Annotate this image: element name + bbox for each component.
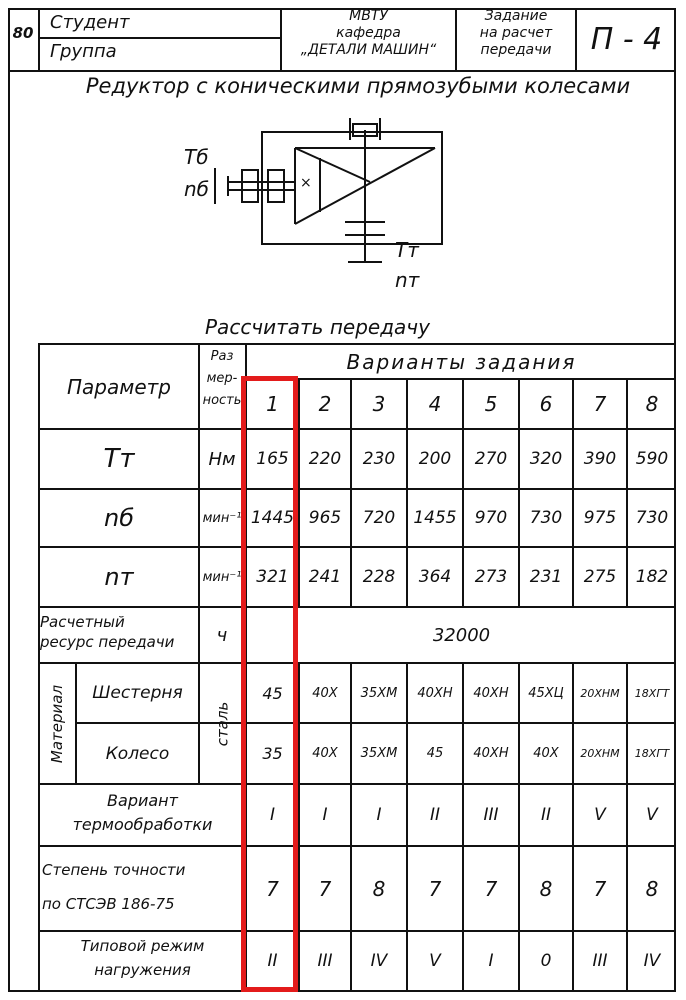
- pinion-value: 45ХЦ: [528, 685, 564, 701]
- variant-number: 4: [428, 392, 442, 416]
- wheel-label: Колесо: [105, 743, 170, 764]
- steel-group-label: [199, 664, 245, 783]
- nt-label: nт: [104, 563, 134, 591]
- nb-value: 1455: [413, 508, 457, 528]
- page-mark: 80: [12, 24, 34, 42]
- resource-label-line-2: ресурс передачи: [40, 633, 175, 651]
- task-line-2: на расчет: [479, 25, 553, 41]
- heat-value: I: [322, 805, 328, 825]
- org-line-3: „ДЕТАЛИ МАШИН“: [300, 42, 437, 58]
- wheel-value: 40Х: [533, 746, 559, 761]
- resource-label: [40, 612, 198, 652]
- heat-value: V: [594, 805, 606, 825]
- material-label: Материал: [48, 684, 67, 763]
- nb-value: 975: [583, 508, 617, 528]
- variant-number: 1: [266, 392, 279, 416]
- tt-value: 230: [362, 449, 396, 469]
- steel-label: сталь: [212, 701, 231, 746]
- accuracy-label-line-1: Степень точности: [42, 861, 186, 879]
- pinion-label: Шестерня: [92, 683, 183, 703]
- pinion-value: 20ХНМ: [580, 686, 620, 700]
- nt-value: 228: [362, 567, 396, 587]
- dim-header-line-2: мер-: [206, 371, 238, 386]
- wheel-value: 35: [262, 744, 283, 763]
- nt-value: 273: [474, 567, 508, 587]
- nb-value: 730: [635, 508, 669, 528]
- heat-value: II: [540, 805, 552, 825]
- accuracy-value: 7: [593, 876, 607, 901]
- nt-value: 275: [583, 567, 617, 587]
- load-value: III: [592, 951, 608, 971]
- dim-header-line-1: Раз: [210, 349, 234, 364]
- variant-number: 5: [484, 392, 498, 416]
- heat-value: I: [269, 805, 275, 825]
- wheel-value: 40ХН: [473, 746, 509, 761]
- load-label-line-1: Типовой режим: [80, 937, 205, 955]
- dim-header-line-3: ность: [202, 393, 242, 408]
- tt-label: Тт: [103, 444, 135, 474]
- pinion-value: 40ХН: [473, 685, 509, 701]
- wheel-value: 35ХМ: [360, 746, 398, 761]
- nb-value: 730: [529, 508, 563, 528]
- load-value: IV: [370, 951, 388, 971]
- load-value: 0: [540, 951, 552, 971]
- nt-value: 321: [256, 567, 289, 587]
- accuracy-value: 7: [318, 876, 332, 901]
- org-block: [282, 8, 455, 59]
- header-row-line: [38, 37, 280, 39]
- variant-number: 6: [539, 392, 553, 416]
- gearbox-diagram: [170, 112, 470, 302]
- variant-number: 8: [645, 392, 659, 416]
- pinion-value: 18ХГТ: [634, 686, 670, 700]
- heat-label-line-1: Вариант: [107, 791, 178, 810]
- variant-number: 7: [593, 392, 607, 416]
- accuracy-value: 7: [484, 876, 498, 901]
- nt-value: 231: [529, 567, 563, 587]
- tt-value: 200: [418, 449, 452, 469]
- wheel-value: 40Х: [312, 746, 338, 761]
- nb-value: 965: [308, 508, 342, 528]
- load-label-line-2: нагружения: [94, 961, 191, 979]
- task-line-1: Задание: [484, 8, 548, 24]
- student-label: Студент: [50, 12, 130, 33]
- load-value: IV: [643, 951, 661, 971]
- load-value: I: [488, 951, 494, 971]
- org-line-2: кафедра: [336, 25, 401, 41]
- resource-label-line-1: Расчетный: [40, 613, 125, 631]
- output-torque-label: Тт: [395, 238, 419, 262]
- group-label: Группа: [50, 41, 117, 62]
- tt-unit: Нм: [208, 448, 236, 470]
- wheel-value: 45: [426, 746, 444, 761]
- task-line-3: передачи: [480, 42, 552, 58]
- pinion-value: 40Х: [312, 685, 338, 701]
- variant-number: 2: [318, 392, 332, 416]
- org-line-1: МВТУ: [349, 8, 388, 24]
- heat-label-line-2: термообработки: [72, 815, 213, 834]
- dim-header: [199, 346, 245, 412]
- task-code: П - 4: [590, 21, 663, 57]
- heat-value: III: [483, 805, 499, 825]
- nt-value: 182: [635, 567, 669, 587]
- resource-value: 32000: [432, 624, 491, 646]
- input-torque-label: Тб: [184, 145, 209, 169]
- nt-value: 364: [418, 567, 452, 587]
- load-value: III: [317, 951, 333, 971]
- accuracy-value: 7: [266, 876, 279, 901]
- variant-1-highlight: [241, 376, 298, 992]
- accuracy-label: [42, 853, 245, 921]
- nb-value: 720: [362, 508, 396, 528]
- nt-unit: мин⁻¹: [202, 569, 242, 585]
- accuracy-label-line-2: по СТСЭВ 186-75: [42, 895, 175, 913]
- header-divider: [8, 70, 676, 72]
- material-group-label: [40, 664, 75, 783]
- load-label: [40, 934, 245, 982]
- accuracy-value: 8: [372, 876, 386, 901]
- wheel-value: 18ХГТ: [634, 747, 670, 760]
- nb-value: 1445: [250, 508, 295, 528]
- output-speed-label: nт: [395, 268, 420, 292]
- load-value: V: [429, 951, 441, 971]
- nb-label: nб: [103, 504, 134, 532]
- load-value: II: [267, 951, 278, 971]
- variants-header: Варианты задания: [346, 349, 577, 374]
- heat-value: V: [646, 805, 658, 825]
- page-title: Редуктор с коническими прямозубыми колесами: [85, 74, 631, 98]
- nb-value: 970: [474, 508, 508, 528]
- param-header: Параметр: [67, 374, 171, 399]
- pinion-value: 40ХН: [417, 685, 453, 701]
- accuracy-value: 8: [539, 876, 553, 901]
- accuracy-value: 7: [428, 876, 442, 901]
- header-col-line: [38, 8, 40, 70]
- tt-value: 590: [635, 449, 669, 469]
- nt-value: 241: [308, 567, 342, 587]
- tt-value: 165: [256, 449, 289, 469]
- heat-value: II: [429, 805, 441, 825]
- bearing-cross: ×: [300, 175, 312, 191]
- tt-value: 220: [308, 449, 342, 469]
- heat-value: I: [376, 805, 382, 825]
- variant-number: 3: [372, 392, 386, 416]
- pinion-value: 45: [262, 683, 283, 703]
- tt-value: 320: [529, 449, 563, 469]
- wheel-value: 20ХНМ: [580, 747, 620, 760]
- tt-value: 390: [583, 449, 617, 469]
- pinion-value: 35ХМ: [360, 685, 398, 701]
- accuracy-value: 8: [645, 876, 659, 901]
- calc-title: Рассчитать передачу: [205, 315, 430, 339]
- nb-unit: мин⁻¹: [202, 510, 242, 526]
- tt-value: 270: [474, 449, 508, 469]
- resource-unit: ч: [216, 624, 228, 646]
- heat-label: [40, 789, 245, 837]
- input-speed-label: nб: [184, 177, 210, 201]
- task-block: [457, 8, 575, 59]
